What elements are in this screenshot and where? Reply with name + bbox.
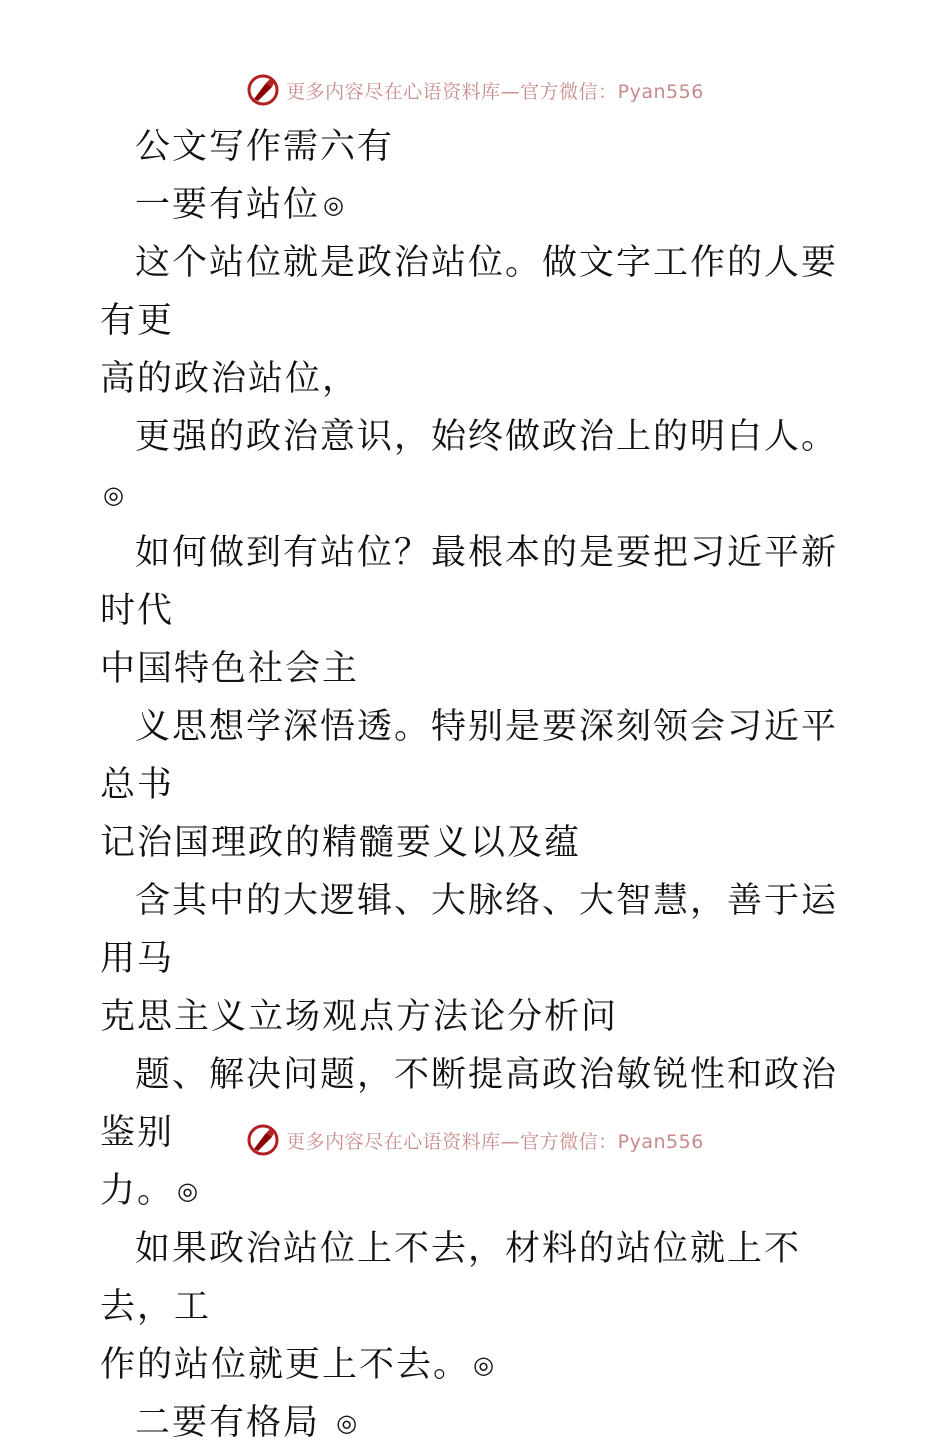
text-line (0, 698, 950, 814)
paragraph-mark: ◎ (473, 1351, 496, 1379)
header-banner-text: 更多内容尽在心语资料库—官方微信：Pyan556 (286, 80, 704, 103)
text-line (0, 176, 950, 234)
line-text: 克思主义立场观点方法论分析问 (100, 997, 619, 1037)
text-line (0, 118, 950, 176)
line-text: 题、解决问题，不断提高政治敏锐性和政治鉴别 (100, 1055, 839, 1153)
text-line (0, 1162, 950, 1220)
line-text: 中国特色社会主 (100, 649, 360, 689)
header-banner-inner (246, 73, 704, 107)
text-line (0, 1220, 950, 1336)
line-text: 力。 (100, 1171, 175, 1211)
paragraph-mark: ◎ (336, 1409, 360, 1437)
line-text: 高的政治站位， (100, 359, 360, 399)
line-text: 一要有站位 (135, 185, 321, 225)
line-text: 作的站位就更上不去。 (100, 1345, 471, 1385)
line-text: 义思想学深悟透。特别是要深刻领会习近平总书 (100, 707, 839, 805)
text-line (0, 350, 950, 408)
footer-banner-inner (246, 1123, 704, 1157)
footer-banner-text: 更多内容尽在心语资料库—官方微信：Pyan556 (286, 1130, 704, 1153)
text-line (0, 988, 950, 1046)
text-line (0, 408, 950, 524)
line-text: 记治国理政的精髓要义以及蕴 (100, 823, 582, 863)
document-body (0, 118, 950, 1452)
header-banner (0, 70, 950, 110)
line-text: 含其中的大逻辑、大脉络、大智慧，善于运用马 (100, 881, 839, 979)
paragraph-mark: ◎ (103, 481, 126, 509)
pen-nib-circle-icon (246, 73, 280, 107)
footer-banner (0, 1120, 950, 1160)
text-line (0, 640, 950, 698)
text-line (0, 524, 950, 640)
line-text: 如何做到有站位？最根本的是要把习近平新时代 (100, 533, 839, 631)
paragraph-mark: ◎ (323, 191, 346, 219)
line-text: 公文写作需六有 (135, 127, 395, 167)
line-text: 更强的政治意识，始终做政治上的明白人。 (135, 417, 839, 457)
text-line (0, 814, 950, 872)
text-line (0, 1336, 950, 1394)
text-line (0, 234, 950, 350)
text-line (0, 872, 950, 988)
line-text: 如果政治站位上不去，材料的站位就上不去，工 (100, 1229, 802, 1327)
text-line (0, 1394, 950, 1452)
line-text: 这个站位就是政治站位。做文字工作的人要有更 (100, 243, 839, 341)
line-text: 二要有格局 (135, 1403, 334, 1443)
pen-nib-circle-icon (246, 1123, 280, 1157)
paragraph-mark: ◎ (177, 1177, 200, 1205)
